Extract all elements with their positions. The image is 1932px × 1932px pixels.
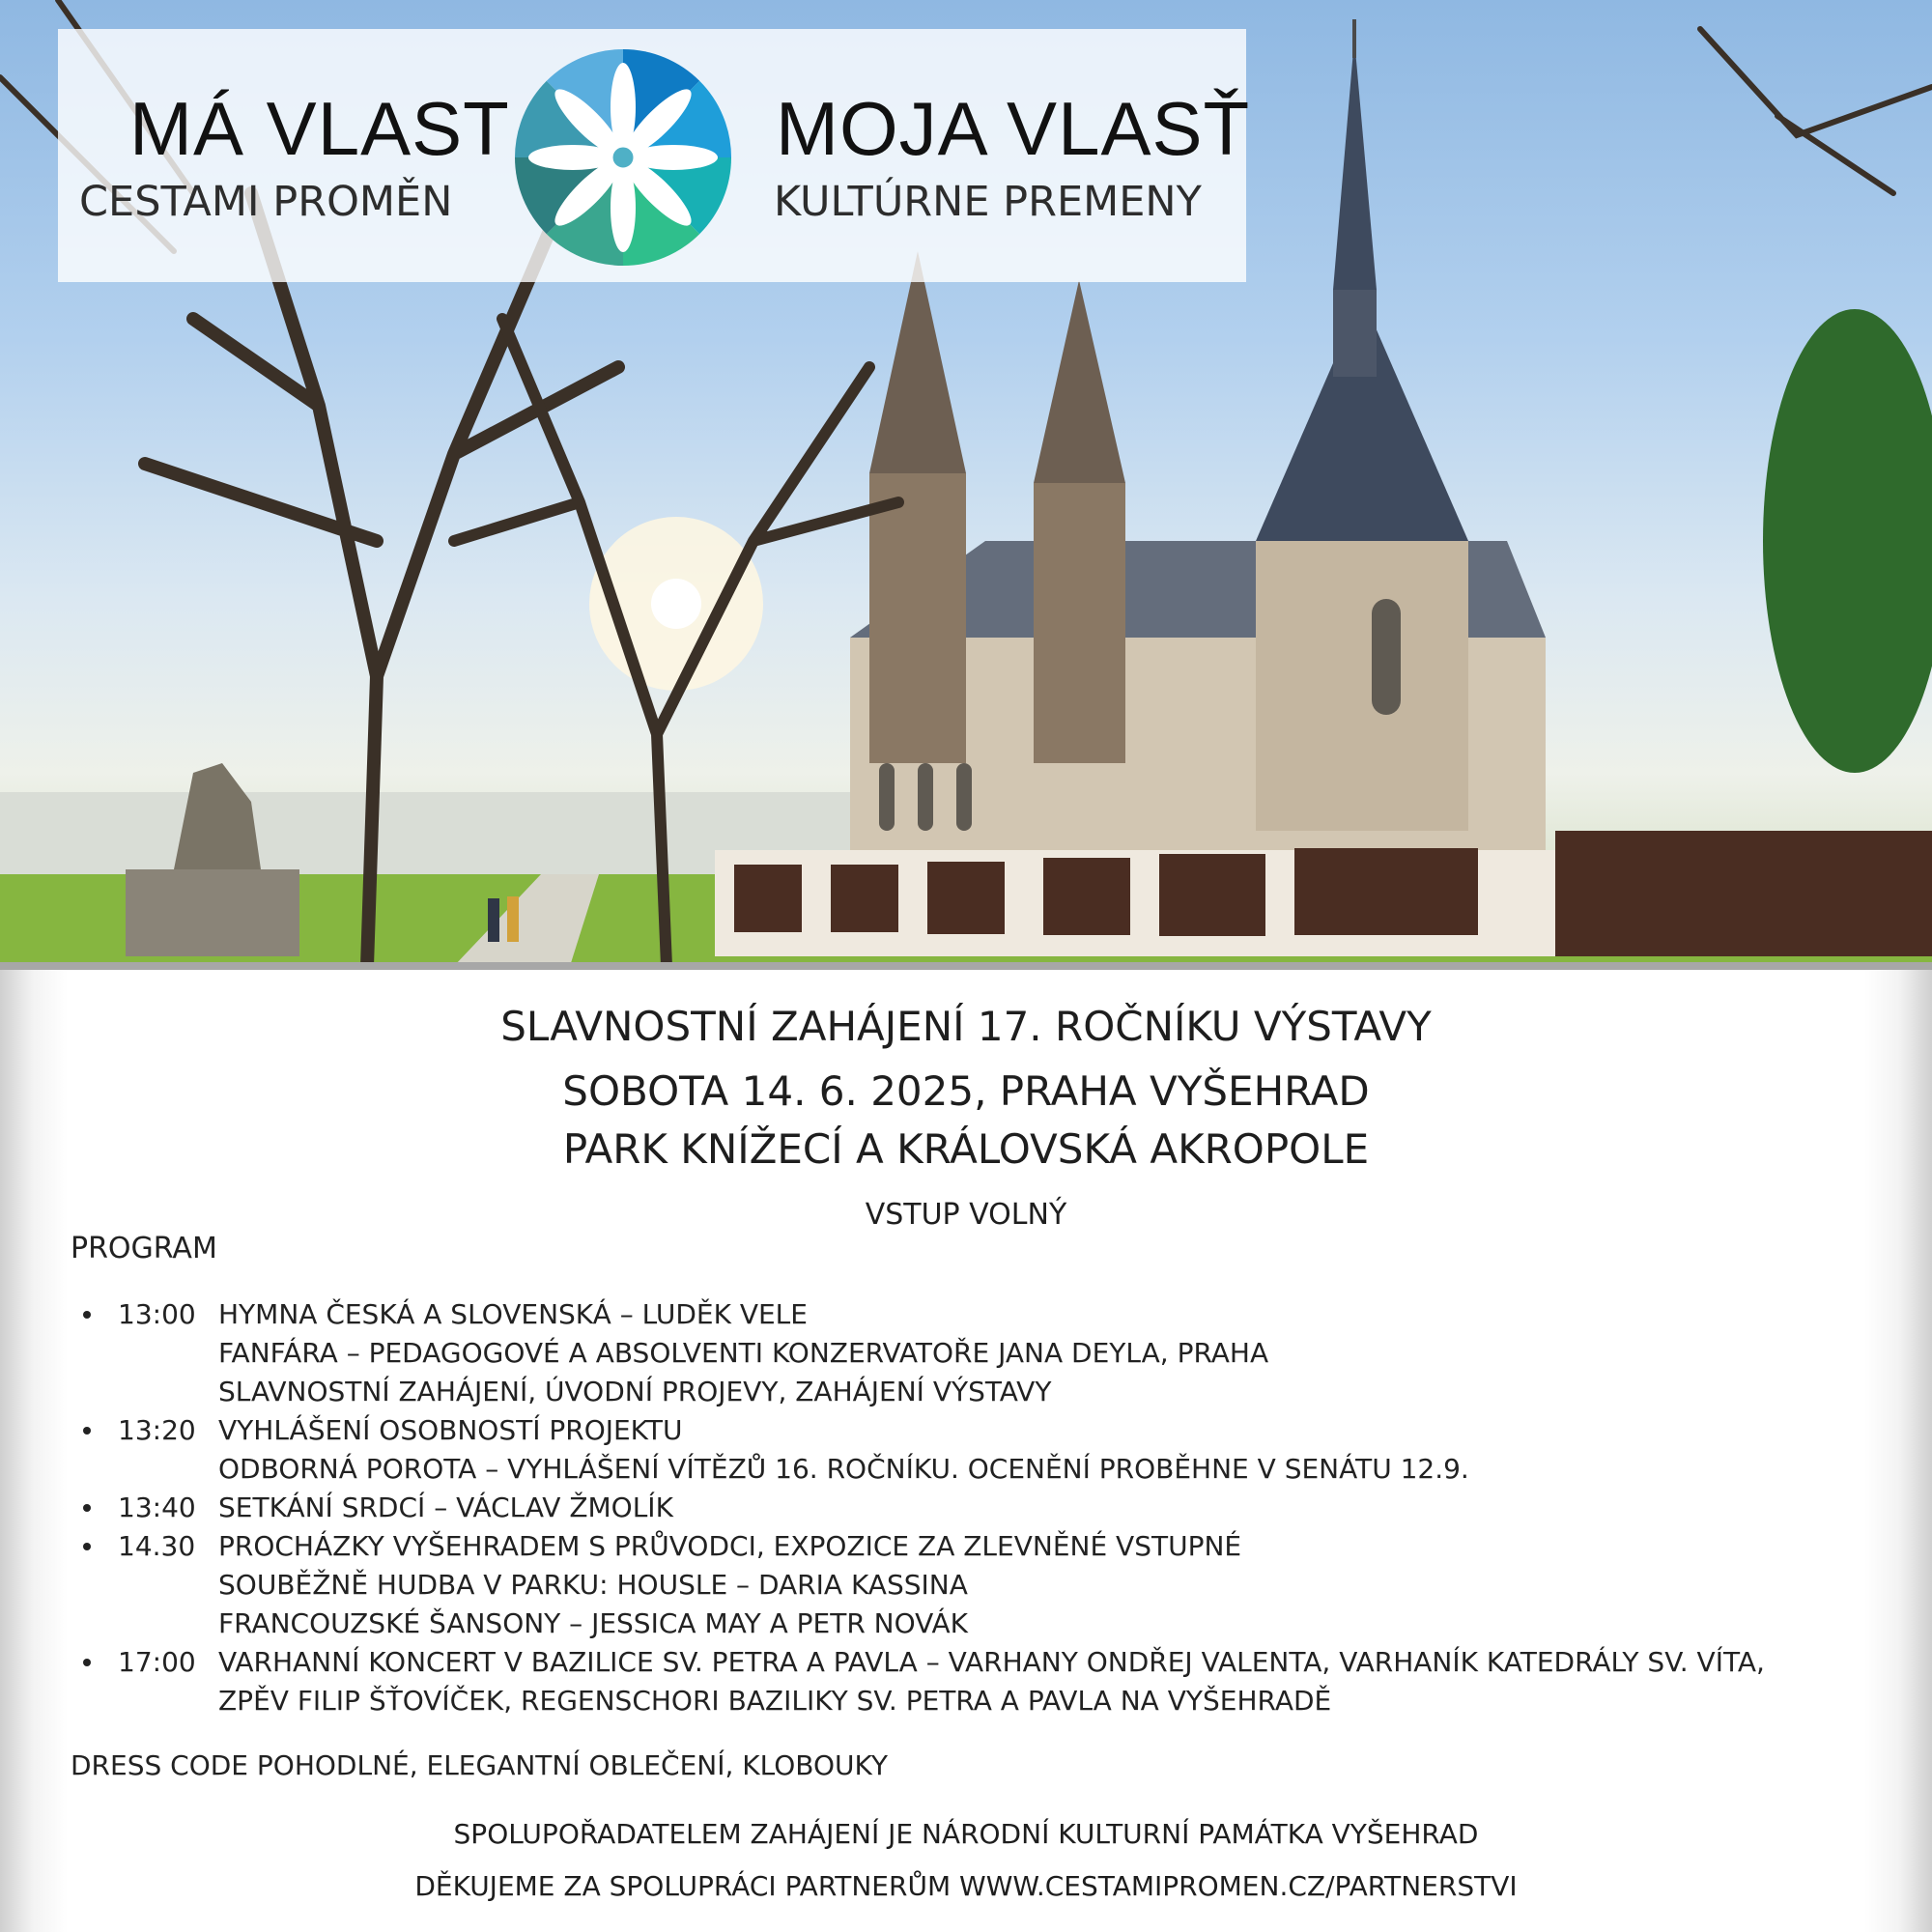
bullet-icon <box>83 1504 91 1512</box>
statue <box>174 763 261 869</box>
right-title: MOJA VLASŤ <box>776 86 1251 171</box>
right-spire <box>1034 280 1125 483</box>
partners-thanks: DĚKUJEME ZA SPOLUPRÁCI PARTNERŮM WWW.CESTAMIPROMEN.CZ/PARTNERSTVI <box>414 1870 1518 1902</box>
program-row <box>0 1492 1932 1530</box>
event-headline: SLAVNOSTNÍ ZAHÁJENÍ 17. ROČNÍKU VÝSTAVY <box>500 1003 1432 1050</box>
photo-bottom-edge <box>0 962 1932 970</box>
right-subtitle: KULTÚRNE PREMENY <box>774 178 1202 226</box>
window <box>879 763 895 831</box>
program-line: FANFÁRA – PEDAGOGOVÉ A ABSOLVENTI KONZERVATOŘE JANA DEYLA, PRAHA <box>218 1337 1269 1369</box>
program-line: FRANCOUZSKÉ ŠANSONY – JESSICA MAY A PETR NOVÁK <box>218 1607 969 1639</box>
program-line: SOUBĚŽNĚ HUDBA V PARKU: HOUSLE – DARIA KASSINA <box>218 1569 968 1601</box>
program-row <box>0 1607 1932 1646</box>
wall-panel <box>831 865 898 932</box>
wall-panel <box>1159 854 1265 936</box>
program-label: PROGRAM <box>71 1232 217 1265</box>
program-row <box>0 1569 1932 1607</box>
wall-panel <box>1555 831 1932 956</box>
co-organizer-note: SPOLUPOŘADATELEM ZAHÁJENÍ JE NÁRODNÍ KULTURNÍ PAMÁTKA VYŠEHRAD <box>453 1818 1479 1850</box>
program-line: ZPĚV FILIP ŠŤOVÍČEK, REGENSCHORI BAZILIKY SV. PETRA A PAVLA NA VYŠEHRADĚ <box>218 1685 1332 1717</box>
program-line: PROCHÁZKY VYŠEHRADEM S PRŮVODCI, EXPOZICE ZA ZLEVNĚNÉ VSTUPNÉ <box>218 1530 1242 1562</box>
apse-wall <box>1256 541 1468 831</box>
program-row <box>0 1453 1932 1492</box>
left-title: MÁ VLAST <box>129 86 510 171</box>
window <box>1372 599 1401 715</box>
wall-panel <box>1043 858 1130 935</box>
program-time: 17:00 <box>118 1646 196 1678</box>
main-spire-base <box>1333 290 1377 377</box>
program-time: 13:00 <box>118 1298 196 1330</box>
program-row <box>0 1337 1932 1376</box>
admission: VSTUP VOLNÝ <box>865 1198 1067 1232</box>
program-row <box>0 1376 1932 1414</box>
program-row <box>0 1646 1932 1685</box>
bullet-icon <box>83 1427 91 1435</box>
bullet-icon <box>83 1659 91 1666</box>
program-line: HYMNA ČESKÁ A SLOVENSKÁ – LUDĚK VELE <box>218 1298 808 1330</box>
evergreen-tree <box>1763 309 1932 773</box>
logo-center <box>611 146 635 169</box>
wall-panel <box>927 862 1005 934</box>
program-time: 13:20 <box>118 1414 196 1446</box>
program-line: SLAVNOSTNÍ ZAHÁJENÍ, ÚVODNÍ PROJEVY, ZAHÁJENÍ VÝSTAVY <box>218 1376 1052 1407</box>
wall-panel <box>734 865 802 932</box>
event-date-place: SOBOTA 14. 6. 2025, PRAHA VYŠEHRAD <box>562 1067 1370 1115</box>
bullet-icon <box>83 1311 91 1319</box>
pedestrian <box>507 896 519 942</box>
dress-code: DRESS CODE POHODLNÉ, ELEGANTNÍ OBLEČENÍ, KLOBOUKY <box>71 1749 889 1781</box>
program-row <box>0 1298 1932 1337</box>
program-time: 14.30 <box>118 1530 196 1562</box>
window <box>956 763 972 831</box>
program-time: 13:40 <box>118 1492 196 1523</box>
event-venue: PARK KNÍŽECÍ A KRÁLOVSKÁ AKROPOLE <box>562 1125 1370 1173</box>
program-line: ODBORNÁ POROTA – VYHLÁŠENÍ VÍTĚZŮ 16. ROČNÍKU. OCENĚNÍ PROBĚHNE V SENÁTU 12.9. <box>218 1453 1469 1485</box>
sun <box>651 579 701 629</box>
flower-logo-icon <box>512 46 734 269</box>
program-list <box>0 1298 1932 1723</box>
left-tower <box>869 473 966 763</box>
program-row <box>0 1414 1932 1453</box>
program-row <box>0 1685 1932 1723</box>
statue-plinth <box>126 869 299 956</box>
wall-panel <box>1294 848 1478 935</box>
right-tower <box>1034 483 1125 763</box>
program-row <box>0 1530 1932 1569</box>
main-spire <box>1333 39 1377 290</box>
window <box>918 763 933 831</box>
program-line: SETKÁNÍ SRDCÍ – VÁCLAV ŽMOLÍK <box>218 1492 673 1523</box>
program-line: VARHANNÍ KONCERT V BAZILICE SV. PETRA A PAVLA – VARHANY ONDŘEJ VALENTA, VARHANÍK KATEDRÁLY SV. VÍTA, <box>218 1646 1765 1678</box>
left-spire <box>869 251 966 473</box>
left-subtitle: CESTAMI PROMĚN <box>79 178 453 226</box>
program-line: VYHLÁŠENÍ OSOBNOSTÍ PROJEKTU <box>218 1414 683 1446</box>
bullet-icon <box>83 1543 91 1550</box>
pedestrian <box>488 898 499 942</box>
